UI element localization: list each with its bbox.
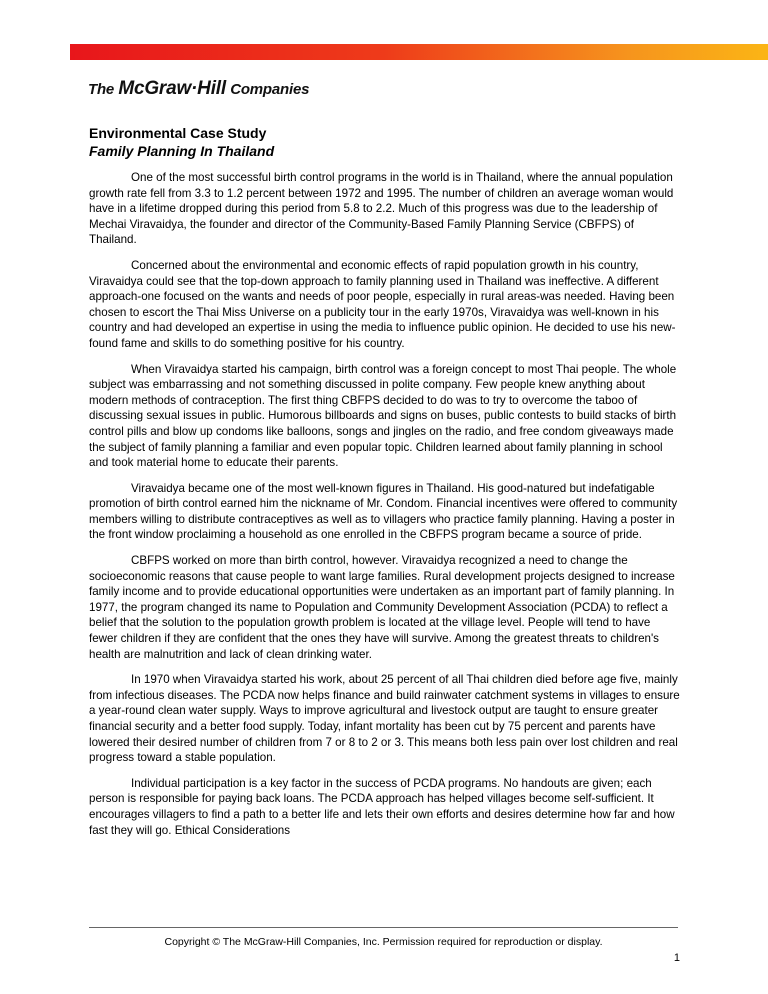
paragraph-6: In 1970 when Viravaidya started his work, about 25 percent of all Thai children died before age five, mainly from infectious diseases. The PCDA now helps finance and build rainwater catchment systems in villages to ensure a year-round clean water supply. Ways to improve agricultural and livestock output are taught to ensure greater financial security and a better food supply. Today, infant mortality has been cut by 75 percent and parents have lowered their desired number of children from 7 or 8 to 2 or 3. This means both less pain over lost children and real progress toward a stable population.: [89, 673, 680, 765]
logo-brand: McGraw·Hill: [118, 78, 226, 99]
footer-copyright: Copyright © The McGraw-Hill Companies, Inc. Permission required for reproduction or display.: [164, 936, 603, 948]
document-body: [89, 124, 681, 848]
paragraph-4: Viravaidya became one of the most well-known figures in Thailand. His good-natured but indefatigable promotion of birth control earned him the nickname of Mr. Condom. Financial incentives were offered to community members willing to distribute contraceptives as well as to villagers who practice family planning. Having a poster in the front window proclaiming a household as one enrolled in the CBFPS program became a source of pride.: [89, 481, 678, 542]
page-number: 1: [673, 952, 680, 964]
company-logo: [88, 78, 309, 100]
paragraph-1: One of the most successful birth control programs in the world is in Thailand, where the annual population growth rate fell from 3.3 to 1.2 percent between 1972 and 1995. The number of children an average woman would have in a lifetime dropped during this period from 5.8 to 2.2. Much of this progress was due to the leadership of Mechai Viravaidya, the founder and director of the Community-Based Family Planning Service (CBFPS) of Thailand.: [89, 171, 674, 247]
header-accent-bar: [70, 44, 768, 60]
paragraph-2: Concerned about the environmental and economic effects of rapid population growth in his country, Viravaidya could see that the top-down approach to family planning used in Thailand was ineffective. A different approach-one focused on the wants and needs of poor people, especially in rural areas-was needed. Having been chosen to escort the Thai Miss Universe on a publicity tour in the early 1970s, Viravaidya was well-known in his country and had developed an expertise in using the media to influence public opinion. He decided to use his new-found fame and skills to do something positive for his country.: [89, 258, 676, 350]
paragraph-3: When Viravaidya started his campaign, birth control was a foreign concept to most Thai people. The whole subject was embarrassing and not something discussed in polite company. Few people knew anything about modern methods of contraception. The first thing CBFPS decided to do was to try to overcome the taboo of discussing sexual issues in public. Humorous billboards and signs on buses, public contests to build stacks of birth control pills and blow up condoms like balloons, songs and jingles on the radio, and free condom giveaways made the subject of family planning a familiar and even popular topic. Children learned about family planning in school and took material home to educate their parents.: [89, 362, 677, 470]
logo-suffix: Companies: [230, 81, 310, 98]
footer-divider: [89, 927, 678, 928]
document-title: Environmental Case Study: [89, 125, 267, 141]
paragraph-7: Individual participation is a key factor in the success of PCDA programs. No handouts are given; each person is responsible for paying back loans. The PCDA approach has helped villages become self-sufficient. It encourages villagers to find a path to a better life and lets their own efforts and desires determine how far and how fast they will go. Ethical Considerations: [89, 776, 675, 837]
document-subtitle: Family Planning In Thailand: [89, 143, 275, 159]
paragraph-5: CBFPS worked on more than birth control, however. Viravaidya recognized a need to change the socioeconomic reasons that cause people to want large families. Rural development projects designed to increase family income and to provide educational opportunities were undertaken as an important part of family planning. In 1977, the program changed its name to Population and Community Development Association (PCDA) to reflect a belief that the solution to the population growth problem is located at the village level. People will tend to have fewer children if they are confident that the ones they have will survive. Among the greatest threats to children's health are malnutrition and lack of clean drinking water.: [89, 554, 675, 661]
logo-prefix: The: [88, 81, 115, 98]
